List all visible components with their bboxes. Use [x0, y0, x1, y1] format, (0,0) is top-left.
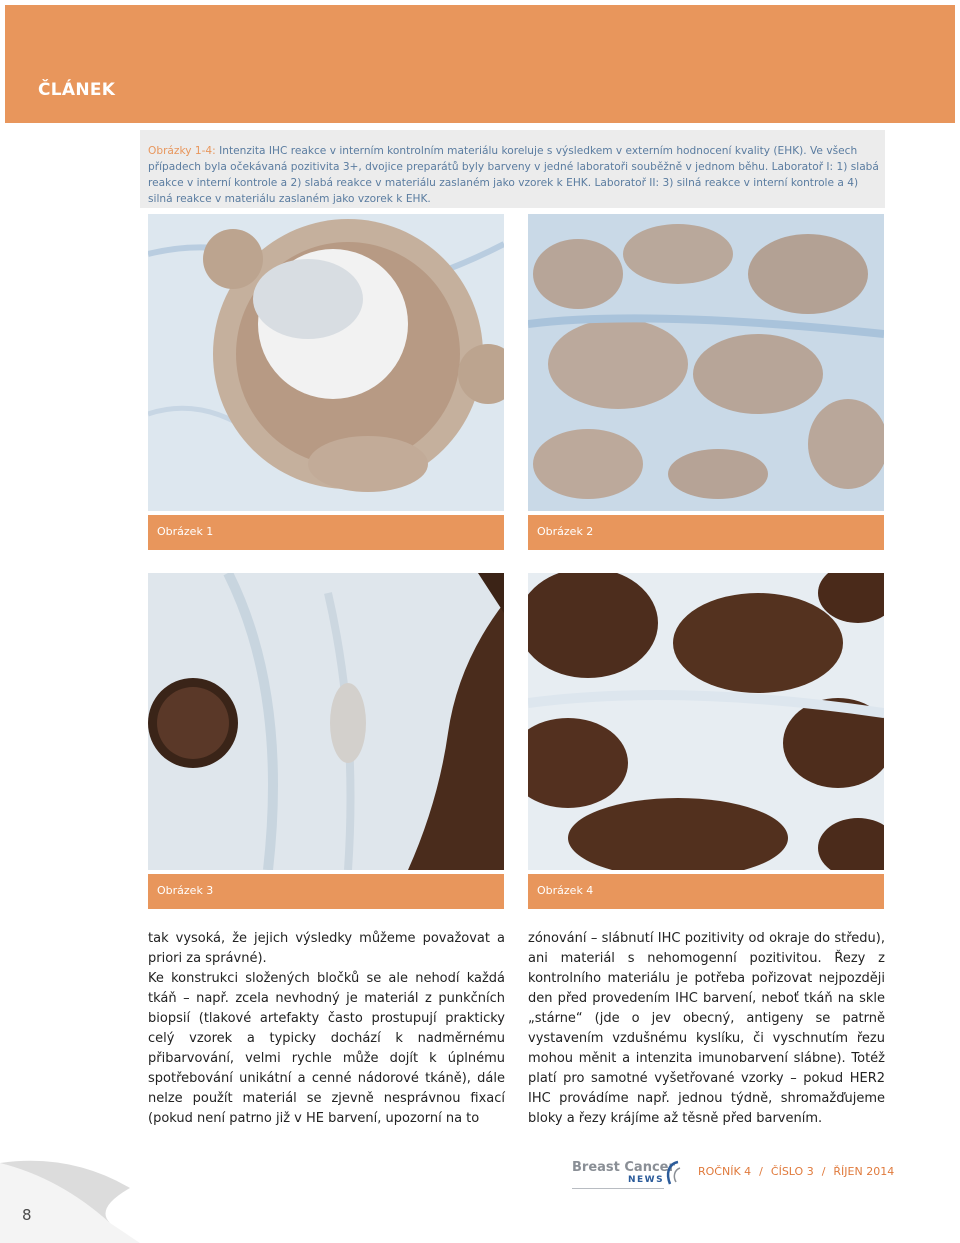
issue-separator: / [759, 1165, 763, 1178]
figure-2-label-bar [528, 515, 884, 550]
caption-text: Intenzita IHC reakce v interním kontrolním materiálu koreluje s výsledkem v externím hodnocení kvality (EHK). Ve všech případech byla očekávaná pozitivita 3+, dvojice preparátů byly barveny v jedné laboratoři souběžně v jednom běhu. Laboratoř I: 1) slabá reakce v interní kontrole a 2) slabá reakce v materiálu zaslaném jako vzorek k EHK. Laboratoř II: 3) silná reakce v interní kontrole a 4) silná reakce v materiálu zaslaném jako vzorek k EHK. [148, 145, 879, 205]
figure-4-label: Obrázek 4 [537, 884, 594, 897]
figure-3-label: Obrázek 3 [157, 884, 214, 897]
body-paragraph: Ke konstrukci složených bločků se ale nehodí každá tkáň – např. zcela nevhodný je materiál z punkčních biopsií (tlakové artefakty často prostupují prakticky celý vzorek a typicky dochází k nadměrnému přibarvování, velmi rychle může dojít k úplnému spotřebování unikátní a cenné nádorové tkáně), dále nelze použít materiál se zjevně nesprávnou fixací (pokud není patrno již v HE barvení, upozorní na to [148, 971, 505, 1126]
page-number: 8 [22, 1206, 32, 1224]
caption-lead: Obrázky 1-4: [148, 145, 216, 157]
body-paragraph: tak vysoká, že jejich výsledky můžeme považovat a priori za správné). [148, 931, 505, 966]
body-paragraph: zónování – slábnutí IHC pozitivity od okraje do středu), ani materiál s nehomogenní pozitivitou. Řezy z kontrolního materiálu je potřeba pořizovat nejpozději den před provedením IHC barvení, neboť tkáň na skle „stárne“ (jde o jev obecný, antigeny se patrně vystavením vzdušnému kyslíku, či vyschnutím řezu mohou měnit a intenzita imunobarvení slábne). Totéž platí pro samotné vyšetřované vzorky – pokud HER2 IHC provádíme např. jednou týdně, shromažďujeme bloky a řezy krájíme až těsně před barvením. [528, 931, 885, 1126]
section-title: ČLÁNEK [38, 80, 116, 100]
header-bar [5, 5, 955, 123]
figure-2-label: Obrázek 2 [537, 525, 594, 538]
figure-2-image [528, 214, 884, 511]
issue-volume: ROČNÍK 4 [698, 1165, 752, 1178]
body-column-left [148, 929, 505, 1129]
body-column-right [528, 929, 885, 1129]
logo-underline [572, 1188, 664, 1189]
figure-4-label-bar [528, 874, 884, 909]
logo-news: NEWS [628, 1175, 665, 1185]
logo-name: Breast Cancer [572, 1160, 675, 1175]
logo-ribbon-icon [664, 1160, 682, 1186]
issue-info [698, 1165, 894, 1178]
figure-3-image [148, 573, 504, 870]
figure-4-image [528, 573, 884, 870]
issue-date: ŘÍJEN 2014 [833, 1165, 895, 1178]
figure-caption [148, 143, 883, 207]
figure-3-label-bar [148, 874, 504, 909]
figure-1-label-bar [148, 515, 504, 550]
figure-1-label: Obrázek 1 [157, 525, 214, 538]
figure-1-image [148, 214, 504, 511]
issue-number: ČÍSLO 3 [770, 1165, 814, 1178]
page-curl-decoration [0, 1148, 160, 1243]
issue-separator: / [821, 1165, 826, 1178]
